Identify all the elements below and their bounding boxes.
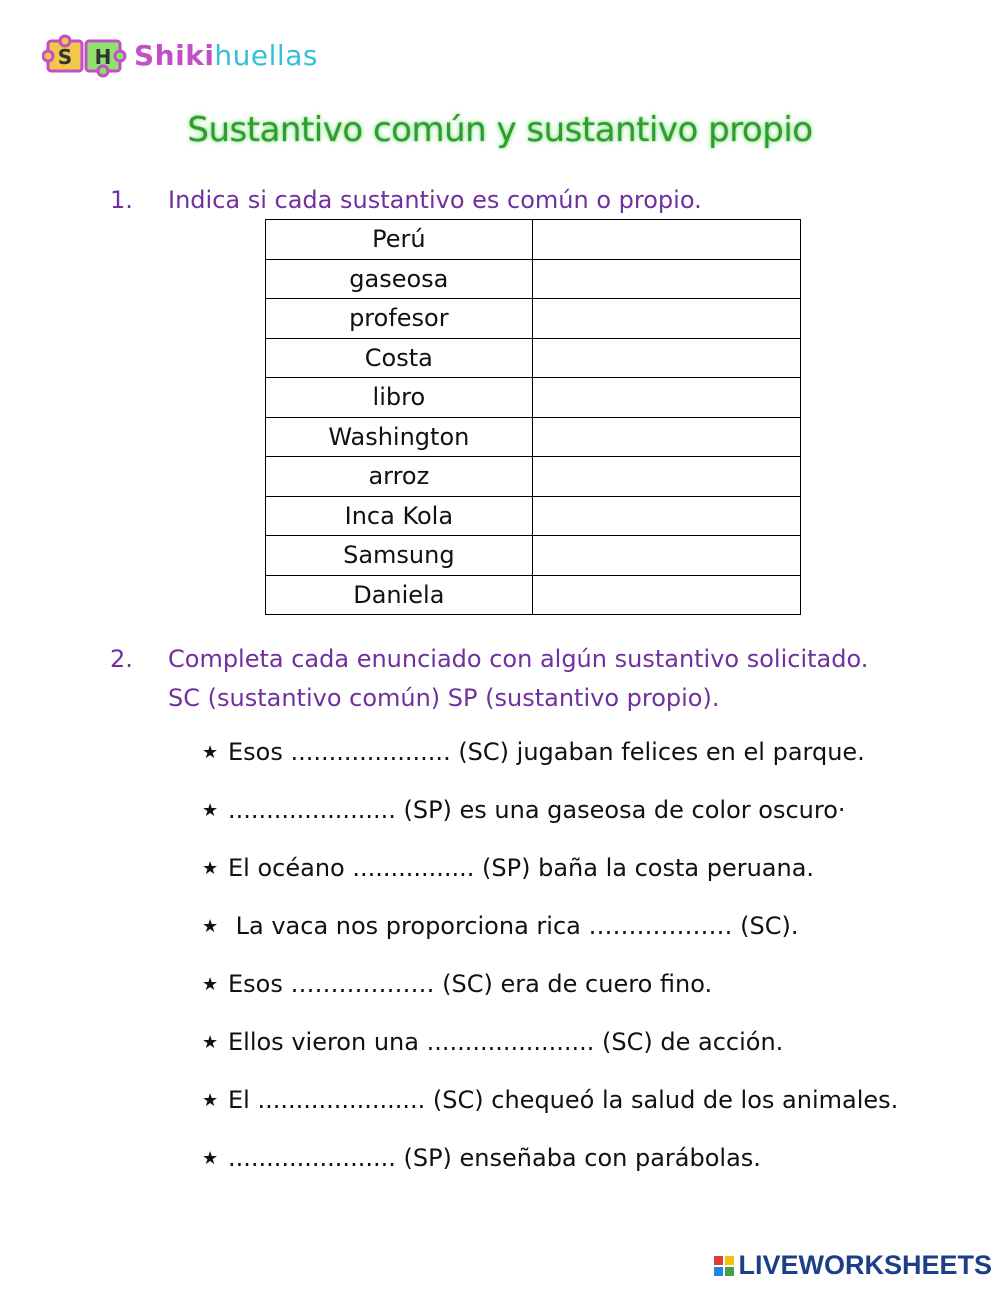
- star-icon: ★: [202, 1089, 219, 1111]
- sentence-text: El océano ................ (SP) baña la costa peruana.: [228, 854, 815, 882]
- noun-cell: Daniela: [266, 575, 533, 615]
- answer-cell[interactable]: [532, 299, 800, 339]
- sentence-line: [202, 1086, 898, 1114]
- star-icon: ★: [202, 973, 219, 995]
- sentence-text: Esos ……………… (SC) era de cuero fino.: [228, 970, 713, 998]
- logo: [42, 30, 318, 80]
- sentence-text: El ...................... (SC) chequeó la salud de los animales.: [228, 1086, 899, 1114]
- table-row: [266, 299, 801, 339]
- star-icon: ★: [202, 1147, 219, 1169]
- logo-letter-s: S: [57, 45, 73, 69]
- noun-cell: Perú: [266, 220, 533, 260]
- table-row: [266, 575, 801, 615]
- star-icon: ★: [202, 741, 219, 763]
- sentence-text: Ellos vieron una ...................... (SC) de acción.: [228, 1028, 784, 1056]
- noun-cell: Inca Kola: [266, 496, 533, 536]
- star-icon: ★: [202, 799, 219, 821]
- noun-cell: Costa: [266, 338, 533, 378]
- star-icon: ★: [202, 1031, 219, 1053]
- sentence-line: [202, 738, 865, 766]
- logo-text: [134, 39, 318, 72]
- noun-cell: profesor: [266, 299, 533, 339]
- noun-cell: gaseosa: [266, 259, 533, 299]
- answer-cell[interactable]: [532, 220, 800, 260]
- liveworksheets-text: LIVEWORKSHEETS: [738, 1250, 992, 1280]
- sentence-line: [202, 912, 798, 940]
- sentence-line: [202, 796, 846, 824]
- page-title: Sustantivo común y sustantivo propio: [187, 110, 813, 150]
- table-row: [266, 220, 801, 260]
- noun-cell: Samsung: [266, 536, 533, 576]
- answer-cell[interactable]: [532, 575, 800, 615]
- answer-cell[interactable]: [532, 378, 800, 418]
- sentence-text: ...................... (SP) es una gaseosa de color oscuro·: [228, 796, 846, 824]
- question-1-number: 1.: [110, 186, 133, 214]
- sentence-text: La vaca nos proporciona rica ……………… (SC).: [228, 912, 799, 940]
- noun-cell: Washington: [266, 417, 533, 457]
- sentence-line: [202, 970, 712, 998]
- sentence-text: ...................... (SP) enseñaba con parábolas.: [228, 1144, 761, 1172]
- star-icon: ★: [202, 857, 219, 879]
- noun-cell: libro: [266, 378, 533, 418]
- question-1-text: Indica si cada sustantivo es común o propio.: [168, 186, 702, 214]
- answer-cell[interactable]: [532, 417, 800, 457]
- table-row: [266, 536, 801, 576]
- table-row: [266, 378, 801, 418]
- sentence-line: [202, 1028, 783, 1056]
- liveworksheets-blocks-icon: [714, 1256, 734, 1276]
- question-2-number: 2.: [110, 645, 133, 673]
- answer-cell[interactable]: [532, 259, 800, 299]
- answer-cell[interactable]: [532, 536, 800, 576]
- sentence-line: [202, 1144, 761, 1172]
- logo-text-part2: huellas: [214, 38, 318, 72]
- question-2-line1: Completa cada enunciado con algún sustantivo solicitado.: [168, 645, 869, 673]
- noun-cell: arroz: [266, 457, 533, 497]
- answer-cell[interactable]: [532, 496, 800, 536]
- liveworksheets-logo: [714, 1250, 992, 1281]
- answer-cell[interactable]: [532, 457, 800, 497]
- logo-text-part1: Shiki: [134, 38, 215, 72]
- table-row: [266, 417, 801, 457]
- sentence-text: Esos ..................... (SC) jugaban felices en el parque.: [228, 738, 865, 766]
- puzzle-logo-icon: [42, 31, 128, 79]
- table-row: [266, 338, 801, 378]
- table-row: [266, 496, 801, 536]
- answer-cell[interactable]: [532, 338, 800, 378]
- noun-table: [265, 219, 801, 615]
- table-row: [266, 457, 801, 497]
- question-2-line2: SC (sustantivo común) SP (sustantivo propio).: [168, 684, 720, 712]
- logo-letter-h: H: [94, 45, 112, 69]
- star-icon: ★: [202, 915, 219, 937]
- sentence-line: [202, 854, 814, 882]
- table-row: [266, 259, 801, 299]
